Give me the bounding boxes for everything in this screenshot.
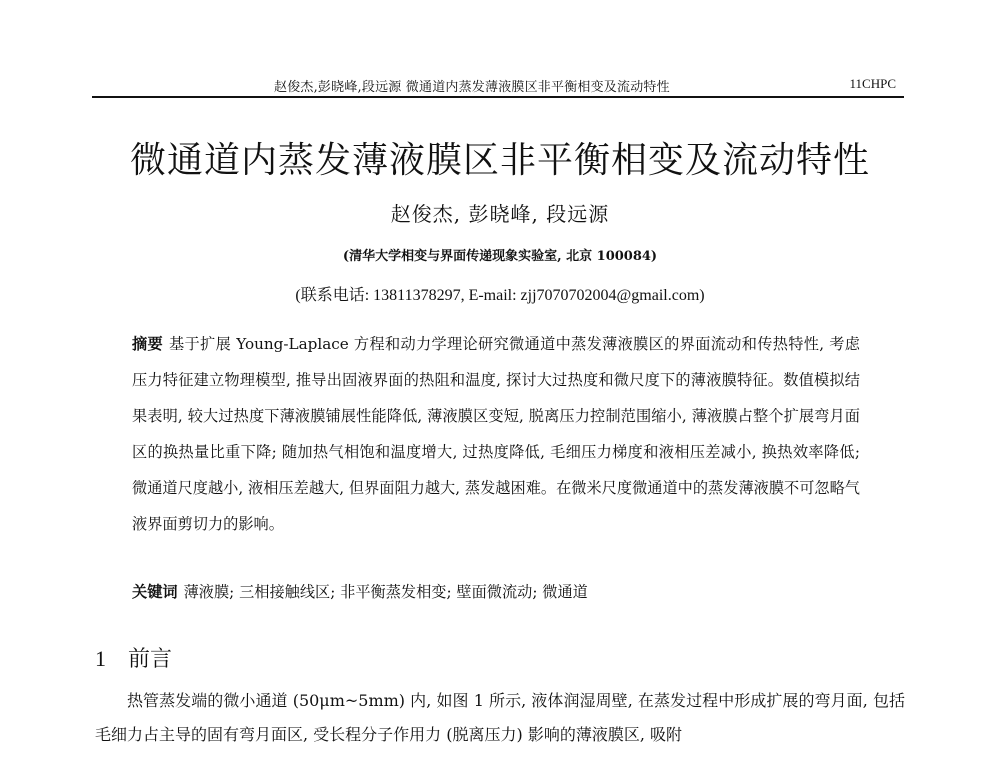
abstract-text: 基于扩展 Young-Laplace 方程和动力学理论研究微通道中蒸发薄液膜区的界面流动和传热特性, 考虑压力特征建立物理模型, 推导出固液界面的热阻和温度, 探讨大过热度和微尺度下的薄液膜特征。数值模拟结果表明, 较大过热度下薄液膜铺展性能降低, 薄液膜区变短, 脱离压力控制范围缩小, 薄液膜占整个扩展弯月面区的换热量比重下降; 随加热气相饱和温度增大, 过热度降低, 毛细压力梯度和液相压差减小, 换热效率降低; 微通道尺度越小, 液相压差越大, 但界面阻力越大, 蒸发越困难。在微米尺度微通道中的蒸发薄液膜不可忽略气液界面剪切力的影响。 bbox=[132, 335, 860, 533]
running-header bbox=[92, 72, 904, 98]
affiliation: (清华大学相变与界面传递现象实验室, 北京 100084) bbox=[342, 249, 658, 264]
section-number: 1 bbox=[95, 646, 106, 671]
keywords-text: 薄液膜; 三相接触线区; 非平衡蒸发相变; 壁面微流动; 微通道 bbox=[183, 583, 588, 601]
keywords bbox=[132, 578, 860, 606]
contact-info: (联系电话: 13811378297, E-mail: zjj7070702004@gmail.com) bbox=[295, 287, 705, 304]
section-heading bbox=[95, 642, 172, 673]
section-title: 前言 bbox=[128, 647, 173, 672]
abstract bbox=[132, 326, 860, 542]
authors: 赵俊杰, 彭晓峰, 段远源 bbox=[390, 202, 610, 226]
paper-title: 微通道内蒸发薄液膜区非平衡相变及流动特性 bbox=[129, 140, 870, 181]
running-title: 赵俊杰,彭晓峰,段远源 微通道内蒸发薄液膜区非平衡相变及流动特性 bbox=[274, 80, 670, 95]
keywords-label: 关键词 bbox=[132, 583, 178, 601]
abstract-label: 摘要 bbox=[132, 335, 164, 353]
body-paragraph: 热管蒸发端的微小通道 (50μm~5mm) 内, 如图 1 所示, 液体润湿周壁, 在蒸发过程中形成扩展的弯月面, 包括毛细力占主导的固有弯月面区, 受长程分子作用力 (脱离压力) 影响的薄液膜区, 吸附 bbox=[95, 691, 905, 744]
conference-tag: 11CHPC bbox=[849, 76, 896, 91]
